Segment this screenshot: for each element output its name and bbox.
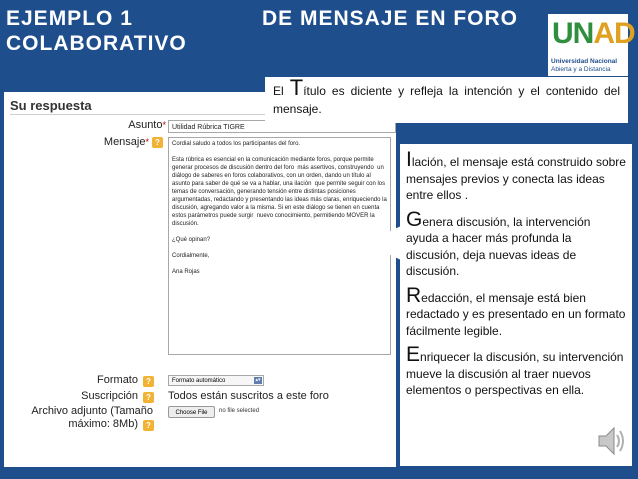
titulo-prefix: El <box>273 84 290 98</box>
asunto-label-text: Asunto <box>128 119 163 131</box>
ilacion-paragraph <box>406 150 626 204</box>
required-asterisk: * <box>162 120 166 130</box>
redaccion-paragraph <box>406 283 626 340</box>
redaccion-initial: R <box>406 283 422 307</box>
mensaje-textarea[interactable]: Cordial saludo a todos los participantes del foro. Esta rúbrica es esencial en la comunicación mediante foros, porque permite generar procesos de discusión dentro del foro más asertivos, construyendo un diálogo de saberes en foros colaborativos, con un orden, dando un título al asunto para saber de qué se va a hablar, una ilación que permite seguir con los temas de conversación, generando tensión entre distintas posiciones argumentadas, redactando y presentando las ideas más claras, enriqueciendo la discusión, agregando valor a la misma. Si en este diálogo se tienen en cuenta estos parámetros puede surgir nuevo conocimiento, permitiendo MOVER la discusión. ¿Qué opinan? Cordialmente, Ana Rojas <box>168 137 391 355</box>
formato-select-value: Formato automático <box>172 378 226 384</box>
ilacion-text: lación, el mensaje está construido sobre mensajes previos y conecta las ideas entre ellos . <box>406 155 626 202</box>
enriquecer-initial: E <box>406 343 421 366</box>
ilacion-initial: I <box>406 148 412 171</box>
reply-form <box>4 92 396 467</box>
required-asterisk: * <box>145 137 149 147</box>
enriquecer-text: nriquecer la discusión, su intervención mueve la discusión al traer nuevos elementos o perspectivas en ella. <box>406 350 624 397</box>
archivo-label-line1: Archivo adjunto (Tamaño <box>31 405 153 417</box>
formato-label: Formato <box>97 374 138 386</box>
titulo-callout <box>265 77 628 123</box>
slide-title-line2: COLABORATIVO <box>6 32 187 55</box>
help-icon[interactable]: ? <box>143 420 154 431</box>
help-icon[interactable]: ? <box>152 137 163 148</box>
titulo-text: ítulo es diciente y refleja la intención y el contenido del mensaje. <box>273 84 620 116</box>
slide-title-part2: DE MENSAJE EN FORO <box>261 7 518 30</box>
mensaje-label <box>104 136 149 148</box>
genera-paragraph <box>406 207 626 280</box>
asunto-label <box>128 119 166 131</box>
help-icon[interactable]: ? <box>143 392 154 403</box>
redaccion-text: edacción, el mensaje está bien redactado y es presentado en un formato fácilmente legible. <box>406 290 626 338</box>
logo-mark-un: UN <box>552 17 594 50</box>
suscripcion-value: Todos están suscritos a este foro <box>168 390 329 402</box>
suscripcion-label: Suscripción <box>81 390 138 402</box>
help-icon[interactable]: ? <box>143 376 154 387</box>
formato-select[interactable] <box>168 375 264 386</box>
slide-title <box>6 6 526 56</box>
unad-logo <box>548 14 635 76</box>
logo-mark-ad: AD <box>593 17 635 50</box>
archivo-label-line2: máximo: 8Mb) <box>68 418 138 430</box>
genera-initial: G <box>406 207 423 231</box>
slide-title-part1: EJEMPLO 1 <box>6 7 133 30</box>
choose-file-button[interactable]: Choose File <box>168 406 215 418</box>
speaker-icon[interactable] <box>596 424 626 458</box>
criteria-callout <box>400 144 632 466</box>
logo-subtitle-2: Abierta y a Distancia <box>551 66 611 73</box>
titulo-initial: T <box>289 75 304 100</box>
file-status-text: no file selected <box>219 408 260 414</box>
enriquecer-paragraph <box>406 345 626 399</box>
genera-text: enera discusión, la intervención ayuda a hacer más profunda la discusión, deja nuevas ideas de discusión. <box>406 214 591 278</box>
asunto-input[interactable]: Utilidad Rúbrica TIGRE <box>168 120 396 133</box>
mensaje-label-text: Mensaje <box>103 136 146 148</box>
callout-pointer <box>365 226 401 260</box>
slide-title-line1 <box>6 6 518 31</box>
logo-mark <box>552 17 635 51</box>
logo-subtitle-1: Universidad Nacional <box>551 58 618 65</box>
form-heading: Su respuesta <box>10 98 92 113</box>
select-arrow-icon: ▴▾ <box>255 377 261 383</box>
